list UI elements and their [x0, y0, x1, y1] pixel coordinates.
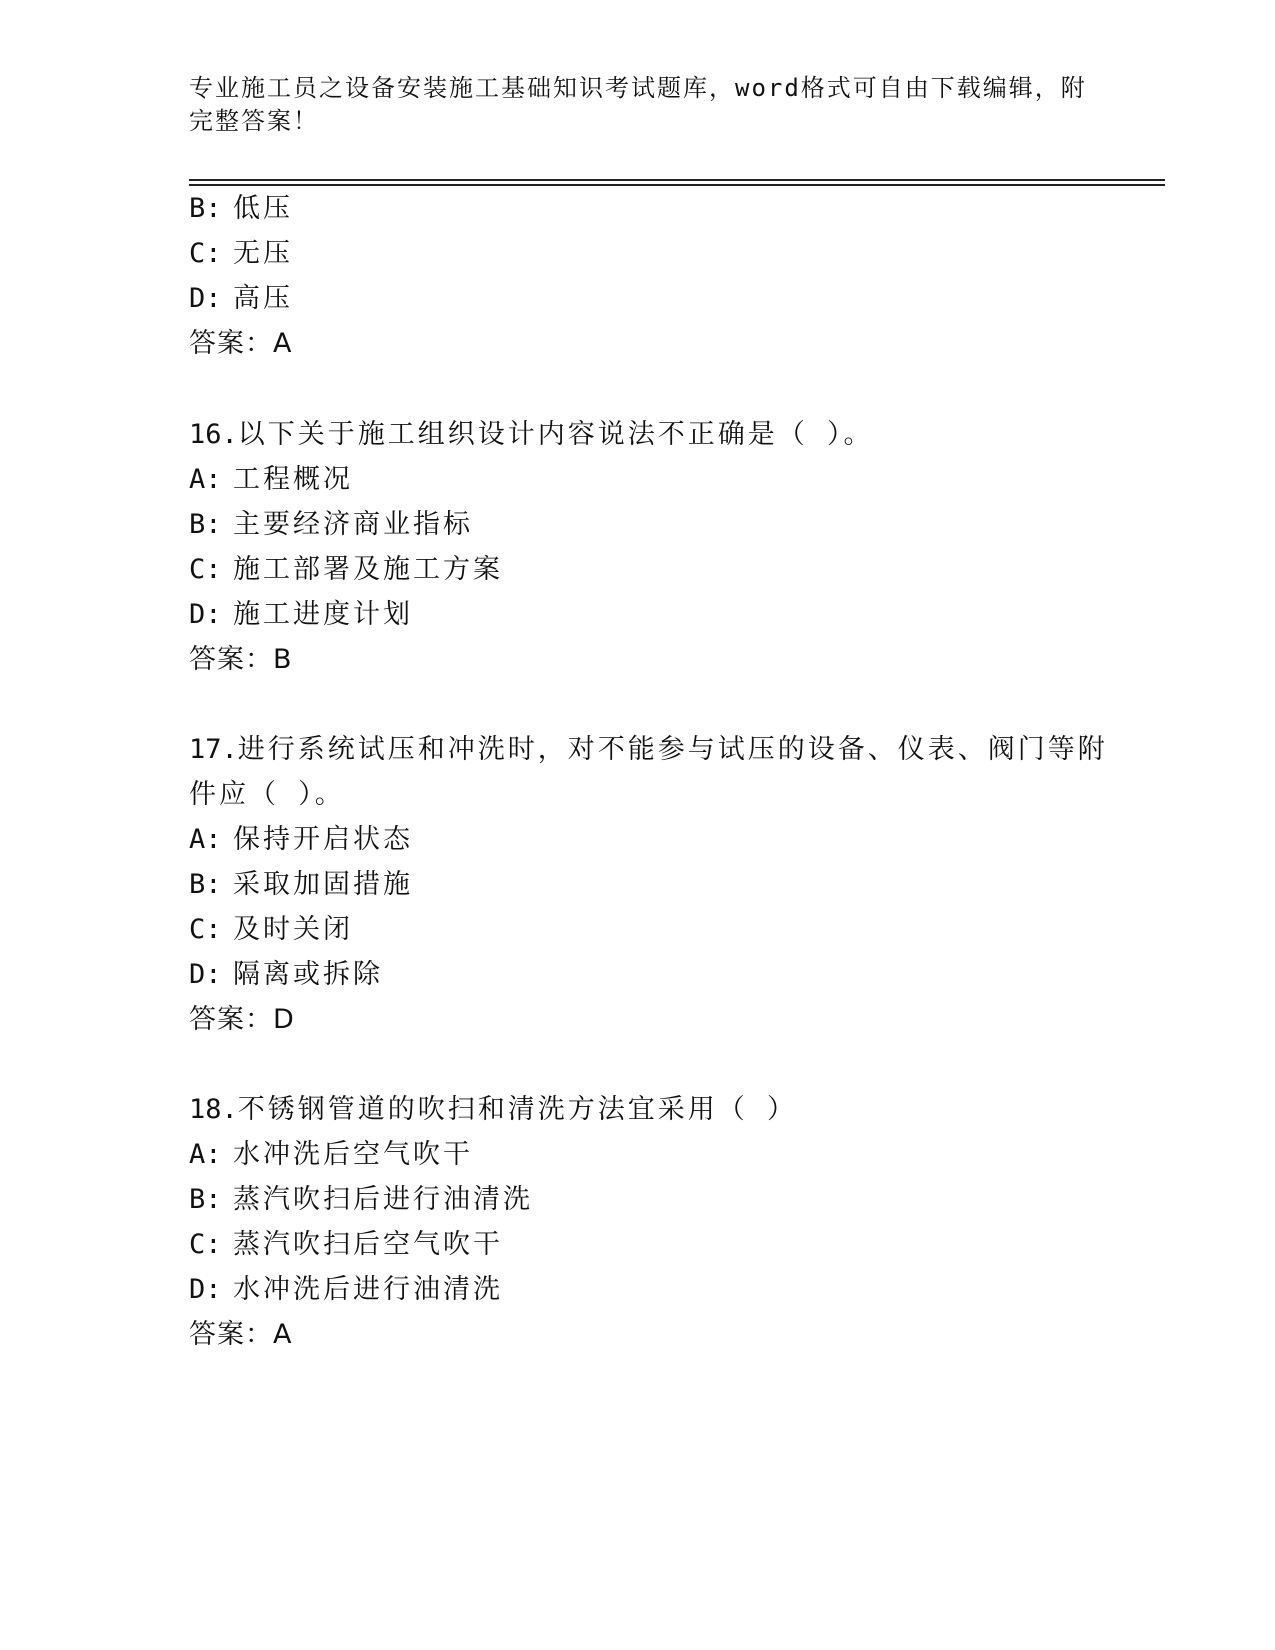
question-text: 进行系统试压和冲洗时，对不能参与试压的设备、仪表、阀门等附 [237, 734, 1108, 765]
option-letter: A: [189, 824, 222, 855]
option-d [189, 282, 293, 316]
option-letter: B: [189, 193, 222, 224]
answer-line: 答案：B [189, 644, 293, 675]
option-letter: D: [189, 283, 222, 314]
option-b [189, 868, 413, 902]
option-letter: B: [189, 509, 222, 540]
option-letter: B: [189, 1184, 222, 1215]
option-text: 施工部署及施工方案 [233, 554, 503, 585]
option-letter: D: [189, 599, 222, 630]
option-b [189, 1183, 533, 1217]
option-text: 施工进度计划 [233, 599, 413, 630]
option-c [189, 237, 293, 271]
option-a [189, 823, 413, 857]
option-b [189, 192, 293, 226]
option-letter: D: [189, 959, 222, 990]
answer-line: 答案：A [189, 1319, 293, 1350]
answer-line: 答案：D [189, 1004, 295, 1035]
question-text: 不锈钢管道的吹扫和清洗方法宜采用（ ） [237, 1094, 798, 1125]
question-text: 以下关于施工组织设计内容说法不正确是（ ）。 [237, 419, 874, 450]
question-17-stem [189, 733, 1108, 767]
question-number: 17. [189, 734, 238, 765]
answer-line: 答案：A [189, 328, 293, 359]
option-c [189, 1228, 503, 1262]
option-a [189, 463, 353, 497]
option-d [189, 598, 413, 632]
question-18-stem [189, 1093, 797, 1127]
option-text: 水冲洗后空气吹干 [233, 1139, 473, 1170]
option-c [189, 913, 353, 947]
option-letter: A: [189, 464, 222, 495]
option-b [189, 508, 473, 542]
question-number: 18. [189, 1094, 238, 1125]
option-letter: C: [189, 238, 222, 269]
question-16-stem [189, 418, 874, 452]
option-text: 高压 [233, 283, 293, 314]
question-17-stem-continued: 件应（ ）。 [189, 779, 345, 810]
option-text: 无压 [233, 238, 293, 269]
option-text: 保持开启状态 [233, 824, 413, 855]
option-c [189, 553, 503, 587]
question-number: 16. [189, 419, 238, 450]
option-letter: C: [189, 554, 222, 585]
header-divider [189, 179, 1165, 181]
option-text: 及时关闭 [233, 914, 353, 945]
option-letter: C: [189, 1229, 222, 1260]
option-text: 采取加固措施 [233, 869, 413, 900]
document-header: 专业施工员之设备安装施工基础知识考试题库，word格式可自由下载编辑，附完整答案！ [189, 74, 1087, 135]
option-text: 工程概况 [233, 464, 353, 495]
option-letter: A: [189, 1139, 222, 1170]
option-text: 水冲洗后进行油清洗 [233, 1274, 503, 1305]
option-text: 隔离或拆除 [233, 959, 383, 990]
option-d [189, 1273, 503, 1307]
option-letter: C: [189, 914, 222, 945]
option-a [189, 1138, 473, 1172]
header-divider-secondary [189, 184, 1165, 186]
option-letter: B: [189, 869, 222, 900]
option-d [189, 958, 383, 992]
option-text: 低压 [233, 193, 293, 224]
option-letter: D: [189, 1274, 222, 1305]
option-text: 蒸汽吹扫后空气吹干 [233, 1229, 503, 1260]
option-text: 蒸汽吹扫后进行油清洗 [233, 1184, 533, 1215]
option-text: 主要经济商业指标 [233, 509, 473, 540]
